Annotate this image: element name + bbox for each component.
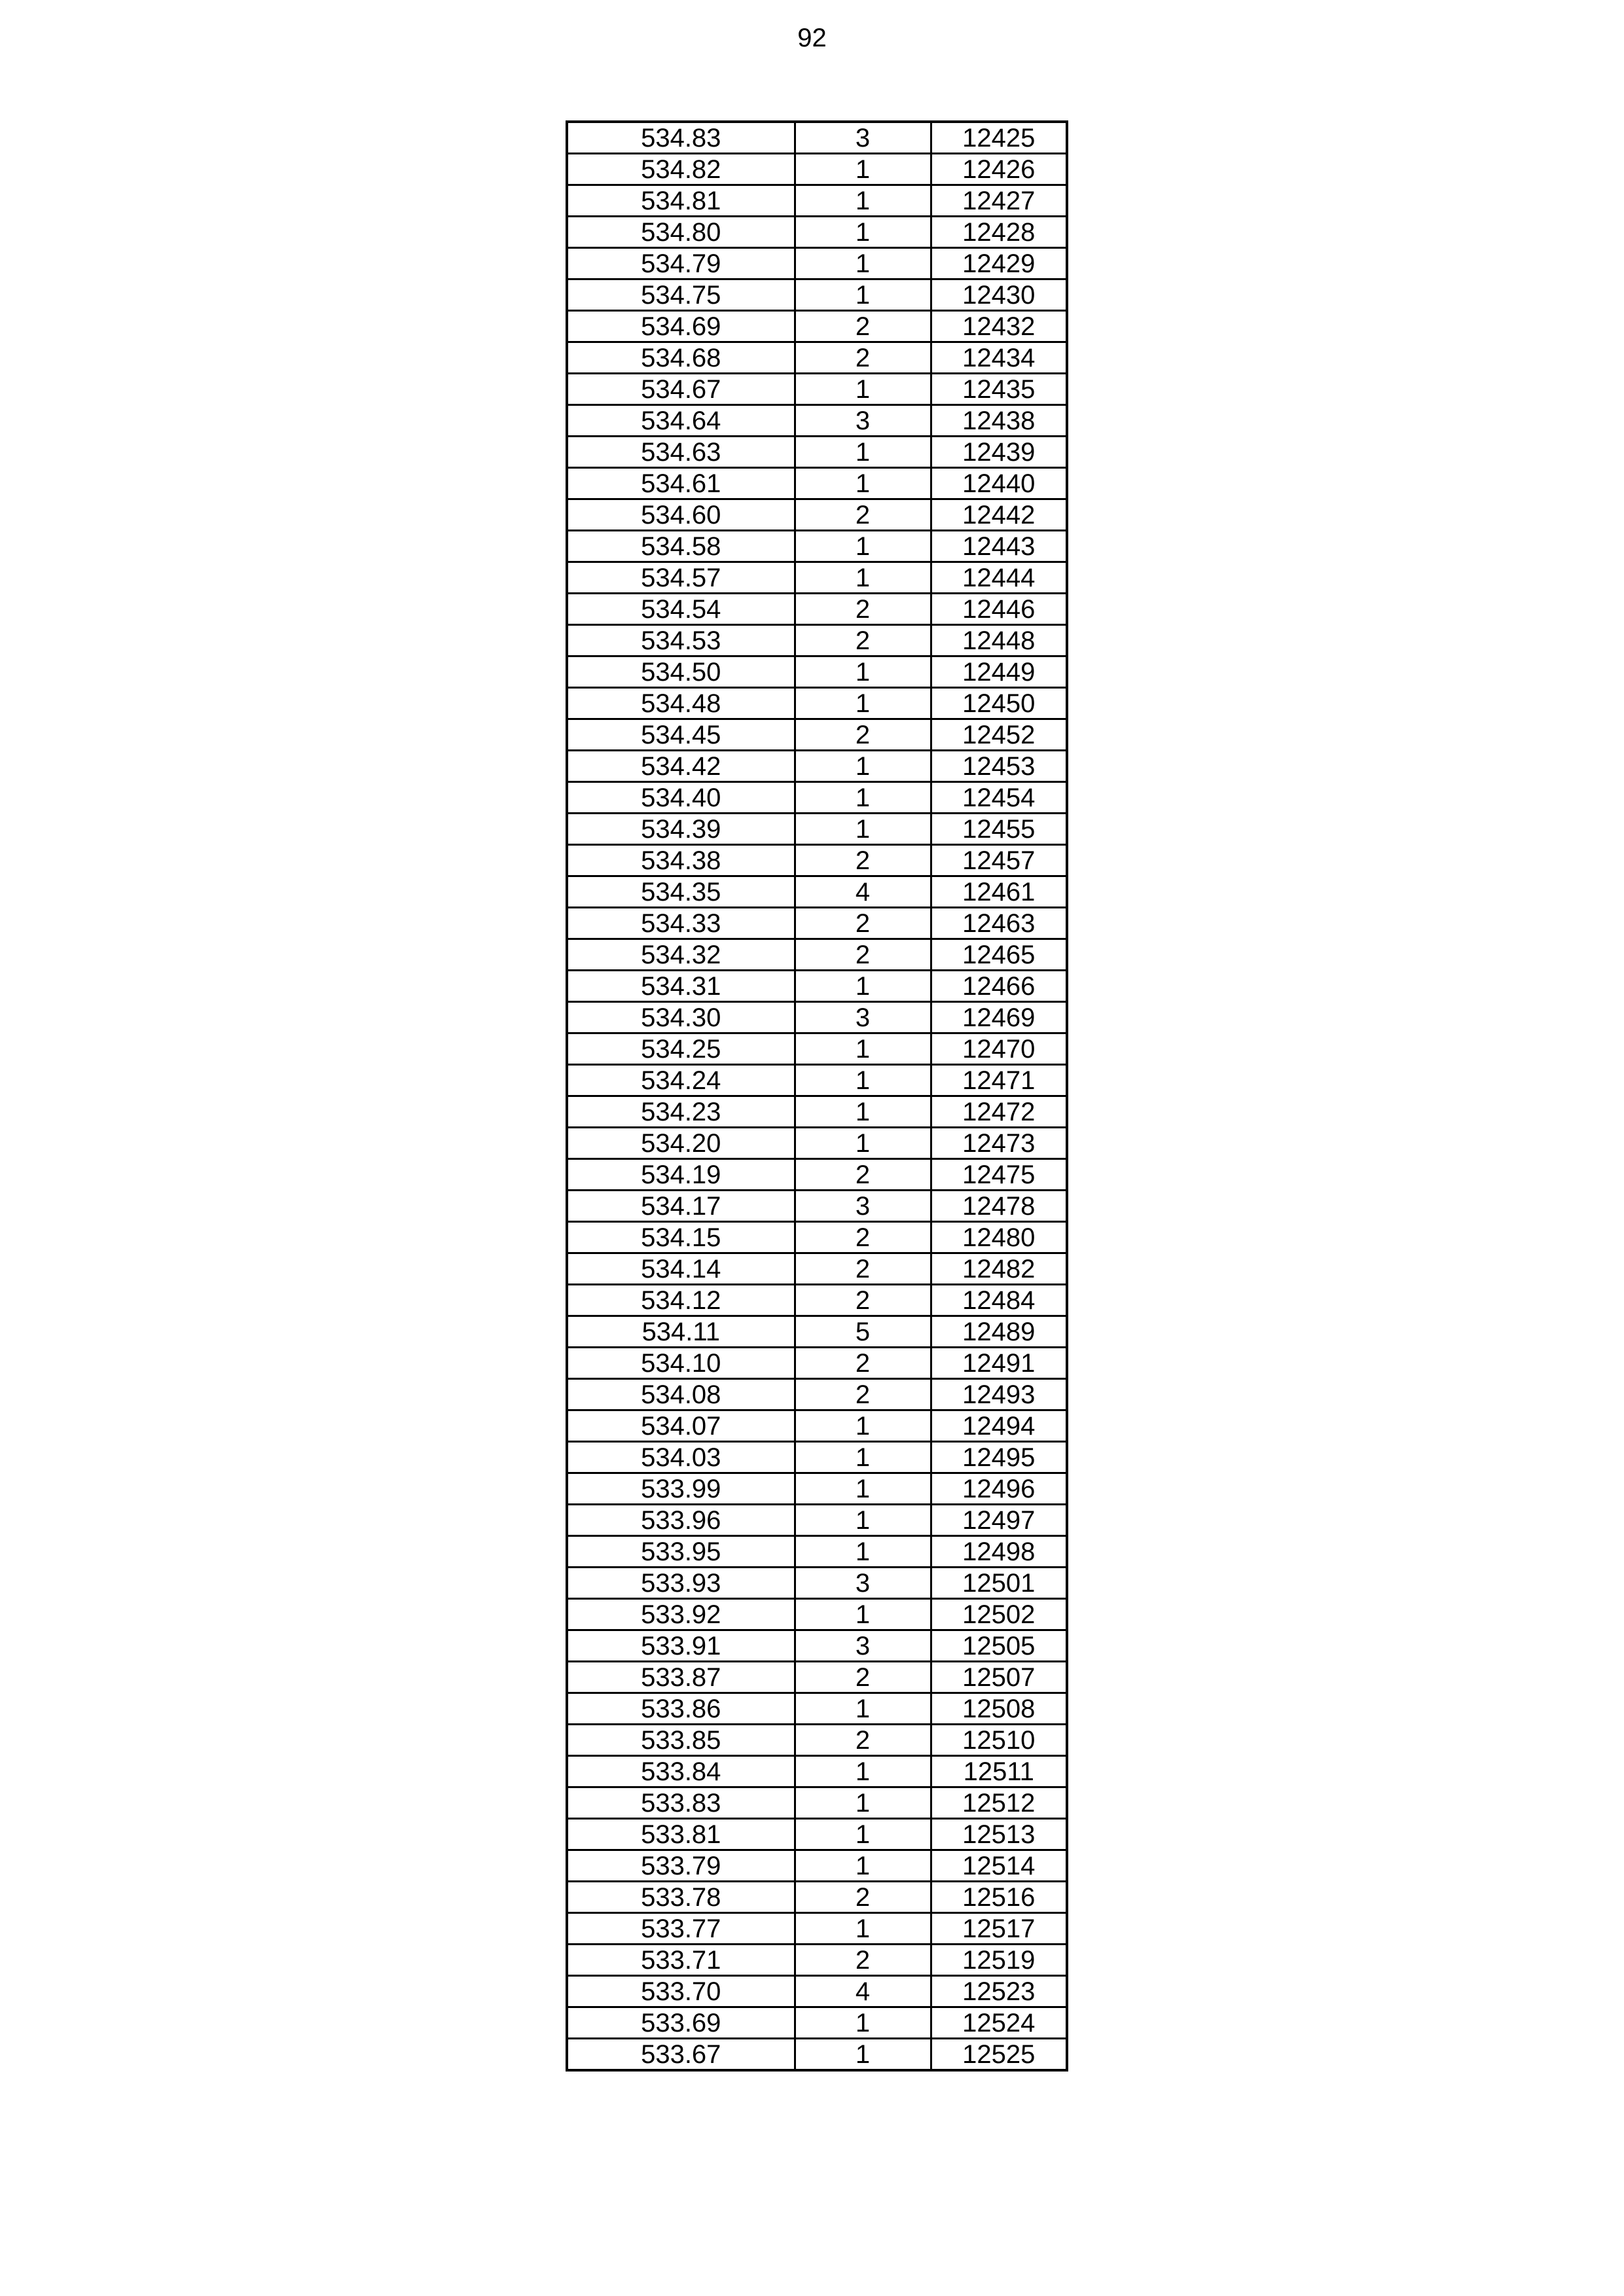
- count-cell: 2: [795, 845, 931, 876]
- count-cell: 1: [795, 971, 931, 1002]
- table-row: [567, 122, 1067, 154]
- value-cell: 534.64: [567, 405, 795, 437]
- value-cell: 533.86: [567, 1693, 795, 1725]
- cumulative-cell: 12432: [931, 311, 1067, 342]
- value-cell: 534.42: [567, 751, 795, 782]
- count-cell: 5: [795, 1316, 931, 1348]
- table-row: [567, 1002, 1067, 1033]
- table-row: [567, 1693, 1067, 1725]
- count-cell: 3: [795, 1568, 931, 1599]
- cumulative-cell: 12430: [931, 279, 1067, 311]
- cumulative-cell: 12502: [931, 1599, 1067, 1630]
- count-cell: 2: [795, 1882, 931, 1913]
- cumulative-cell: 12463: [931, 908, 1067, 939]
- cumulative-cell: 12440: [931, 468, 1067, 499]
- value-cell: 533.77: [567, 1913, 795, 1945]
- page-number: 92: [797, 24, 827, 52]
- count-cell: 1: [795, 248, 931, 279]
- count-cell: 3: [795, 1191, 931, 1222]
- value-cell: 534.39: [567, 814, 795, 845]
- cumulative-cell: 12511: [931, 1756, 1067, 1787]
- value-cell: 534.53: [567, 625, 795, 656]
- cumulative-cell: 12470: [931, 1033, 1067, 1065]
- value-cell: 534.75: [567, 279, 795, 311]
- value-cell: 534.23: [567, 1096, 795, 1128]
- count-cell: 1: [795, 1599, 931, 1630]
- table-row: [567, 1630, 1067, 1662]
- cumulative-cell: 12482: [931, 1253, 1067, 1285]
- cumulative-cell: 12450: [931, 688, 1067, 719]
- value-cell: 533.99: [567, 1473, 795, 1505]
- cumulative-cell: 12426: [931, 154, 1067, 185]
- value-cell: 533.79: [567, 1850, 795, 1882]
- count-cell: 1: [795, 1536, 931, 1568]
- count-cell: 2: [795, 594, 931, 625]
- table-row: [567, 1787, 1067, 1819]
- table-row: [567, 279, 1067, 311]
- value-cell: 534.54: [567, 594, 795, 625]
- cumulative-cell: 12472: [931, 1096, 1067, 1128]
- value-cell: 534.07: [567, 1410, 795, 1442]
- count-cell: 2: [795, 1285, 931, 1316]
- cumulative-cell: 12446: [931, 594, 1067, 625]
- cumulative-cell: 12508: [931, 1693, 1067, 1725]
- cumulative-cell: 12428: [931, 217, 1067, 248]
- value-cell: 534.63: [567, 437, 795, 468]
- value-cell: 534.08: [567, 1379, 795, 1410]
- count-cell: 2: [795, 1945, 931, 1976]
- table-row: [567, 1536, 1067, 1568]
- cumulative-cell: 12491: [931, 1348, 1067, 1379]
- value-cell: 534.48: [567, 688, 795, 719]
- value-cell: 534.50: [567, 656, 795, 688]
- table-row: [567, 1599, 1067, 1630]
- value-cell: 534.03: [567, 1442, 795, 1473]
- count-cell: 1: [795, 751, 931, 782]
- count-cell: 4: [795, 1976, 931, 2007]
- value-cell: 533.78: [567, 1882, 795, 1913]
- count-cell: 1: [795, 1065, 931, 1096]
- table-row: [567, 311, 1067, 342]
- cumulative-cell: 12512: [931, 1787, 1067, 1819]
- count-cell: 2: [795, 342, 931, 374]
- cumulative-cell: 12449: [931, 656, 1067, 688]
- count-cell: 2: [795, 1725, 931, 1756]
- table-row: [567, 468, 1067, 499]
- cumulative-cell: 12435: [931, 374, 1067, 405]
- value-cell: 534.57: [567, 562, 795, 594]
- cumulative-cell: 12516: [931, 1882, 1067, 1913]
- value-cell: 533.92: [567, 1599, 795, 1630]
- value-cell: 533.69: [567, 2007, 795, 2039]
- cumulative-cell: 12434: [931, 342, 1067, 374]
- table-row: [567, 908, 1067, 939]
- table-row: [567, 1159, 1067, 1191]
- value-cell: 533.91: [567, 1630, 795, 1662]
- table-row: [567, 1662, 1067, 1693]
- cumulative-cell: 12498: [931, 1536, 1067, 1568]
- cumulative-cell: 12471: [931, 1065, 1067, 1096]
- table-row: [567, 1033, 1067, 1065]
- count-cell: 1: [795, 1693, 931, 1725]
- value-cell: 533.87: [567, 1662, 795, 1693]
- count-cell: 2: [795, 1379, 931, 1410]
- cumulative-cell: 12439: [931, 437, 1067, 468]
- table-row: [567, 217, 1067, 248]
- table-row: [567, 2007, 1067, 2039]
- table-row: [567, 1065, 1067, 1096]
- cumulative-cell: 12517: [931, 1913, 1067, 1945]
- count-cell: 1: [795, 154, 931, 185]
- cumulative-cell: 12473: [931, 1128, 1067, 1159]
- table-row: [567, 1473, 1067, 1505]
- value-cell: 534.12: [567, 1285, 795, 1316]
- table-row: [567, 1505, 1067, 1536]
- table-row: [567, 437, 1067, 468]
- cumulative-cell: 12494: [931, 1410, 1067, 1442]
- table-row: [567, 1410, 1067, 1442]
- count-cell: 1: [795, 1787, 931, 1819]
- table-row: [567, 1222, 1067, 1253]
- cumulative-cell: 12493: [931, 1379, 1067, 1410]
- count-cell: 2: [795, 311, 931, 342]
- cumulative-cell: 12480: [931, 1222, 1067, 1253]
- cumulative-cell: 12455: [931, 814, 1067, 845]
- cumulative-cell: 12496: [931, 1473, 1067, 1505]
- count-cell: 2: [795, 939, 931, 971]
- cumulative-cell: 12523: [931, 1976, 1067, 2007]
- cumulative-cell: 12505: [931, 1630, 1067, 1662]
- count-cell: 1: [795, 374, 931, 405]
- cumulative-cell: 12438: [931, 405, 1067, 437]
- value-cell: 534.61: [567, 468, 795, 499]
- table-row: [567, 625, 1067, 656]
- cumulative-cell: 12510: [931, 1725, 1067, 1756]
- count-cell: 3: [795, 1630, 931, 1662]
- cumulative-cell: 12453: [931, 751, 1067, 782]
- count-cell: 2: [795, 1222, 931, 1253]
- count-cell: 4: [795, 876, 931, 908]
- count-cell: 2: [795, 1348, 931, 1379]
- table-row: [567, 1379, 1067, 1410]
- value-cell: 534.81: [567, 185, 795, 217]
- value-cell: 534.69: [567, 311, 795, 342]
- cumulative-cell: 12519: [931, 1945, 1067, 1976]
- value-cell: 534.82: [567, 154, 795, 185]
- count-cell: 2: [795, 1662, 931, 1693]
- table-row: [567, 939, 1067, 971]
- table-row: [567, 594, 1067, 625]
- value-cell: 533.81: [567, 1819, 795, 1850]
- count-cell: 2: [795, 1159, 931, 1191]
- count-cell: 1: [795, 1128, 931, 1159]
- value-cell: 534.68: [567, 342, 795, 374]
- cumulative-cell: 12501: [931, 1568, 1067, 1599]
- count-cell: 2: [795, 625, 931, 656]
- count-cell: 1: [795, 468, 931, 499]
- table-row: [567, 248, 1067, 279]
- cumulative-cell: 12513: [931, 1819, 1067, 1850]
- value-cell: 534.32: [567, 939, 795, 971]
- table-row: [567, 1913, 1067, 1945]
- table-row: [567, 562, 1067, 594]
- cumulative-cell: 12466: [931, 971, 1067, 1002]
- table-row: [567, 814, 1067, 845]
- value-cell: 534.15: [567, 1222, 795, 1253]
- cumulative-cell: 12425: [931, 122, 1067, 154]
- value-cell: 534.30: [567, 1002, 795, 1033]
- value-cell: 534.31: [567, 971, 795, 1002]
- table-row: [567, 1316, 1067, 1348]
- count-cell: 1: [795, 782, 931, 814]
- cumulative-cell: 12427: [931, 185, 1067, 217]
- value-cell: 533.71: [567, 1945, 795, 1976]
- table-row: [567, 1725, 1067, 1756]
- value-cell: 533.93: [567, 1568, 795, 1599]
- table-row: [567, 342, 1067, 374]
- table-row: [567, 374, 1067, 405]
- value-cell: 534.79: [567, 248, 795, 279]
- table-row: [567, 1285, 1067, 1316]
- value-cell: 534.45: [567, 719, 795, 751]
- count-cell: 1: [795, 1913, 931, 1945]
- value-cell: 534.35: [567, 876, 795, 908]
- value-cell: 534.38: [567, 845, 795, 876]
- count-cell: 1: [795, 1850, 931, 1882]
- value-cell: 533.83: [567, 1787, 795, 1819]
- table-row: [567, 845, 1067, 876]
- cumulative-cell: 12452: [931, 719, 1067, 751]
- value-cell: 534.19: [567, 1159, 795, 1191]
- table-row: [567, 1976, 1067, 2007]
- table-row: [567, 1128, 1067, 1159]
- table-row: [567, 1819, 1067, 1850]
- cumulative-cell: 12469: [931, 1002, 1067, 1033]
- count-cell: 1: [795, 279, 931, 311]
- count-cell: 1: [795, 531, 931, 562]
- count-cell: 1: [795, 185, 931, 217]
- count-cell: 1: [795, 688, 931, 719]
- table-body: [567, 122, 1067, 2070]
- count-cell: 1: [795, 1033, 931, 1065]
- count-cell: 3: [795, 1002, 931, 1033]
- value-cell: 534.33: [567, 908, 795, 939]
- value-cell: 534.10: [567, 1348, 795, 1379]
- table-row: [567, 1945, 1067, 1976]
- cumulative-cell: 12524: [931, 2007, 1067, 2039]
- cumulative-cell: 12489: [931, 1316, 1067, 1348]
- table-row: [567, 719, 1067, 751]
- count-cell: 3: [795, 405, 931, 437]
- table-row: [567, 2039, 1067, 2071]
- value-cell: 534.80: [567, 217, 795, 248]
- value-cell: 534.58: [567, 531, 795, 562]
- table-row: [567, 971, 1067, 1002]
- cumulative-cell: 12457: [931, 845, 1067, 876]
- table-row: [567, 782, 1067, 814]
- cumulative-cell: 12484: [931, 1285, 1067, 1316]
- count-cell: 1: [795, 1756, 931, 1787]
- cumulative-cell: 12448: [931, 625, 1067, 656]
- value-cell: 534.17: [567, 1191, 795, 1222]
- count-cell: 2: [795, 1253, 931, 1285]
- count-cell: 1: [795, 1096, 931, 1128]
- count-cell: 1: [795, 217, 931, 248]
- table-row: [567, 1850, 1067, 1882]
- table-row: [567, 1348, 1067, 1379]
- count-cell: 1: [795, 2039, 931, 2071]
- value-cell: 533.95: [567, 1536, 795, 1568]
- value-cell: 533.84: [567, 1756, 795, 1787]
- count-cell: 1: [795, 1410, 931, 1442]
- value-cell: 533.96: [567, 1505, 795, 1536]
- table-row: [567, 154, 1067, 185]
- cumulative-cell: 12444: [931, 562, 1067, 594]
- count-cell: 1: [795, 814, 931, 845]
- value-cell: 534.14: [567, 1253, 795, 1285]
- cumulative-cell: 12478: [931, 1191, 1067, 1222]
- value-cell: 534.20: [567, 1128, 795, 1159]
- count-cell: 2: [795, 719, 931, 751]
- table-row: [567, 185, 1067, 217]
- table-row: [567, 1756, 1067, 1787]
- cumulative-cell: 12442: [931, 499, 1067, 531]
- table-row: [567, 656, 1067, 688]
- cumulative-cell: 12475: [931, 1159, 1067, 1191]
- cumulative-cell: 12443: [931, 531, 1067, 562]
- table-row: [567, 1096, 1067, 1128]
- count-cell: 2: [795, 499, 931, 531]
- cumulative-cell: 12507: [931, 1662, 1067, 1693]
- count-cell: 1: [795, 656, 931, 688]
- count-cell: 1: [795, 2007, 931, 2039]
- value-cell: 534.11: [567, 1316, 795, 1348]
- value-cell: 533.70: [567, 1976, 795, 2007]
- table-row: [567, 531, 1067, 562]
- value-cell: 534.60: [567, 499, 795, 531]
- value-cell: 534.83: [567, 122, 795, 154]
- cumulative-cell: 12514: [931, 1850, 1067, 1882]
- cumulative-cell: 12454: [931, 782, 1067, 814]
- count-cell: 1: [795, 1442, 931, 1473]
- count-cell: 1: [795, 1819, 931, 1850]
- cumulative-cell: 12461: [931, 876, 1067, 908]
- value-cell: 534.67: [567, 374, 795, 405]
- value-cell: 533.85: [567, 1725, 795, 1756]
- table-row: [567, 751, 1067, 782]
- table-row: [567, 876, 1067, 908]
- cumulative-cell: 12429: [931, 248, 1067, 279]
- table-row: [567, 688, 1067, 719]
- value-cell: 534.25: [567, 1033, 795, 1065]
- table-row: [567, 1191, 1067, 1222]
- table-row: [567, 1882, 1067, 1913]
- table-row: [567, 405, 1067, 437]
- cumulative-cell: 12525: [931, 2039, 1067, 2071]
- value-cell: 534.40: [567, 782, 795, 814]
- value-cell: 534.24: [567, 1065, 795, 1096]
- count-cell: 1: [795, 1473, 931, 1505]
- table-row: [567, 499, 1067, 531]
- table-row: [567, 1253, 1067, 1285]
- count-cell: 2: [795, 908, 931, 939]
- count-cell: 1: [795, 437, 931, 468]
- data-table: [566, 120, 1068, 2072]
- cumulative-cell: 12465: [931, 939, 1067, 971]
- table-row: [567, 1442, 1067, 1473]
- cumulative-cell: 12497: [931, 1505, 1067, 1536]
- cumulative-cell: 12495: [931, 1442, 1067, 1473]
- count-cell: 3: [795, 122, 931, 154]
- count-cell: 1: [795, 562, 931, 594]
- table-row: [567, 1568, 1067, 1599]
- value-cell: 533.67: [567, 2039, 795, 2071]
- count-cell: 1: [795, 1505, 931, 1536]
